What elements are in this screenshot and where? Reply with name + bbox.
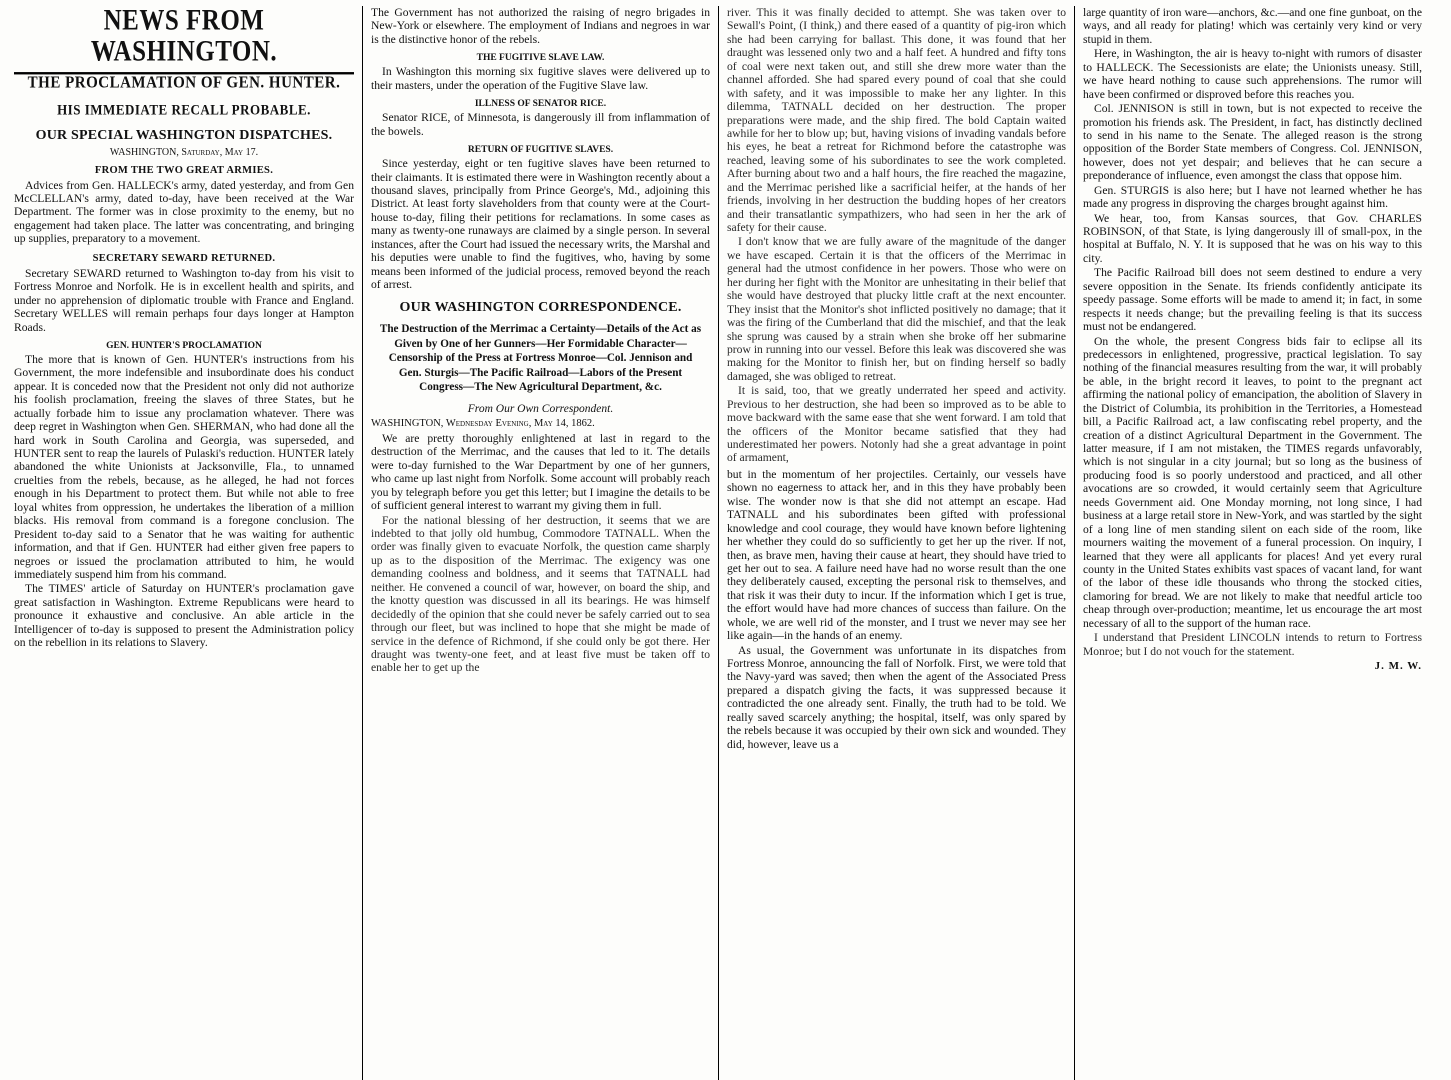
subhead-illness-senator-rice: ILLNESS OF SENATOR RICE.	[474, 99, 607, 110]
paragraph: Senator RICE, of Minnesota, is dangerously ill from inflammation of the bowels.	[371, 111, 710, 138]
paragraph: It is said, too, that we greatly underrated her speed and activity. Previous to her destruction, she had been so improved as to be able to move backward with the same ease that she went forward. I am told that the officers of the Monitor became satisfied that they had underestimated her powers. Notonly had she a great advantage in point of armament,	[727, 384, 1066, 465]
paragraph: The TIMES' article of Saturday on HUNTER's proclamation gave great satisfaction in Washington. Extreme Republicans were heard to pronounce it exhaustive and conclusive. An able article in the Intelligencer of to-day is supposed to present the Administration policy on the rebellion in its relations to Slavery.	[14, 582, 354, 650]
paragraph: Advices from Gen. HALLECK's army, dated yesterday, and from Gen McCLELLAN's army, dated to-day, have been received at the War Department. The former was in close proximity to the enemy, but no engagement had taken place. The latter was concentrating, and bringing up supplies, preparatory to a movement.	[14, 178, 354, 246]
headline-recall: HIS IMMEDIATE RECALL PROBABLE.	[57, 101, 311, 118]
paragraph: large quantity of iron ware—anchors, &c.—and one fine gunboat, on the ways, and all ready for plating! which was certainly very kind or very stupid in them.	[1083, 6, 1422, 46]
section-head-washington-correspondence: OUR WASHINGTON CORRESPONDENCE.	[399, 300, 682, 316]
from-our-own-correspondent: From Our Own Correspondent.	[467, 402, 614, 415]
paragraph: In Washington this morning six fugitive slaves were delivered up to their masters, under the operation of the Fugitive Slave law.	[371, 65, 710, 92]
column-1	[6, 6, 362, 1080]
paragraph: I understand that President LINCOLN intends to return to Fortress Monroe; but I do not vouch for the statement.	[1083, 631, 1422, 658]
column-3	[718, 6, 1074, 1080]
dateline: WASHINGTON, Saturday, May 17.	[109, 146, 259, 158]
paragraph: Gen. STURGIS is also here; but I have not learned whether he has made any progress in disproving the charges brought against him.	[1083, 183, 1422, 211]
correspondence-subhead: The Destruction of the Merrimac a Certainty—Details of the Act as Given by One of her Gunners—Her Formidable Character—Censorship of the Press at Fortress Monroe—Col. Jennison and Gen. Sturgis—The Pacific Railroad—Labors of the Present Congress—The New Agricultural Department, &c.	[379, 323, 702, 394]
paragraph: As usual, the Government was unfortunate in its dispatches from Fortress Monroe, announcing the fall of Norfolk. First, we were told that the Navy-yard was saved; then when the agent of the Associated Press prepared a dispatch giving the facts, it was suppressed because it contradicted the one already sent. Finally, the truth had to be told. We really saved scarcely anything; the hospital, itself, was only spared by the rebels because it was occupied by their own sick and wounded. They did, however, leave us a	[727, 643, 1066, 751]
subhead-hunters-proclamation: GEN. HUNTER'S PROCLAMATION	[106, 340, 262, 351]
subhead-fugitive-slave-law: THE FUGITIVE SLAVE LAW.	[476, 53, 605, 64]
paragraph: but in the momentum of her projectiles. Certainly, our vessels have shown no eagerness to attack her, and in this they have probably been wise. The wonder now is that she did not attempt an escape. Had TATNALL and his subordinates been gifted with professional knowledge and cool courage, they would have known before lightening her whether they could do so sufficiently to get her up the river. If not, then, as brave men, having their cause at heart, they should have tried to get her out to sea. A failure need have had no worse result than the one they deliberately caused, excepting the personal risk to themselves, and that risk it was their duty to incur. If the information which I get is true, the effort would have had more chances of success than failure. On the whole, we are well rid of the monster, and I trust we never may see her like again—in the hands of an enemy.	[727, 467, 1066, 643]
paragraph: Since yesterday, eight or ten fugitive slaves have been returned to their claimants. It is estimated there were in Washington recently about a thousand slaves, principally from Prince George's, Md., adjoining this District. At least forty slaveholders from that county were at the Court-house to-day, filing their petitions for reclamations. In some cases as many as twenty-one runaways are claimed by a single person. In several instances, after the Court had issued the necessary writs, the Marshal and his deputies were unable to find the fugitives, who, having by some means been informed of the judicial process, removed beyond the reach of arrest.	[371, 157, 711, 291]
column-4	[1074, 6, 1430, 1080]
paragraph: For the national blessing of her destruction, it seems that we are indebted to that jolly old humbug, Commodore TATNALL. When the order was finally given to evacuate Norfolk, the question came sharply up as to the disposition of the Merrimac. The exigency was one demanding coolness and boldness, and it seems that TATNALL had neither. He convened a council of war, however, on board the ship, and the knotty question was discussed in all its bearings. He was himself decidedly of the opinion that she could never be safely carried out to sea through our fleet, but was inclined to hope that she might be made of service in the defence of Richmond, if she could only be got there. Her draught was twenty-one feet, and at least five must be taken off to enable her to get up the	[371, 513, 710, 675]
paragraph: We hear, too, from Kansas sources, that Gov. CHARLES ROBINSON, of that State, is lying dangerously ill of small-pox, in the hospital at Buffalo, N. Y. It is supposed that he was on his way to this city.	[1083, 211, 1422, 265]
paragraph: I don't know that we are fully aware of the magnitude of the danger we have escaped. Certain it is that the officers of the Merrimac in general had the utmost confidence in her powers. Those who were on her during her fight with the Monitor are unhesitating in their belief that she would have destroyed that plucky little craft at the next encounter. They insist that the Monitor's shot inflicted positively no damage; that it was the firing of the Cumberland that did the mischief, and that the leak she sprung was caused by a strain when she broke off her submarine prow in running into our vessel. Before this leak was discovered she was making for the Monitor to finish her, but on finding herself so badly damaged, she was obliged to retreat.	[727, 235, 1066, 383]
paragraph: river. This it was finally decided to attempt. She was taken over to Sewall's Point, (I think,) and there eased of a quantity of pig-iron which she had been carrying for ballast. This done, it was found that her draught was lessened only two and a half feet. A hundred and fifty tons of coal were next taken out, and still she drew more water than the channel afforded. She had spared every pound of coal that she could with safety, and it was impossible to make her any lighter. In this dilemma, TATNALL decided on her destruction. The proper preparations were made, and the ship fired. The bold Captain waited awhile for her to blow up; but, having visions of invading vandals before his eyes, he beat a retreat for Richmond before the catastrophe was reached, leaving some of his subordinates to see the work completed. After burning about two and a half hours, the fire reached the magazine, and the Merrimac perished like a sacrificial heifer, at the hands of her friends, involving in her destruction the budding hopes of her creators and their transatlantic sympathizers, who had seen in her the ark of safety for their cause.	[727, 6, 1066, 234]
subhead-return-fugitive-slaves: RETURN OF FUGITIVE SLAVES.	[467, 145, 614, 156]
headline-proclamation: THE PROCLAMATION OF GEN. HUNTER.	[27, 73, 341, 92]
subhead-seward-returned: SECRETARY SEWARD RETURNED.	[92, 252, 276, 264]
paragraph: The Government has not authorized the raising of negro brigades in New-York or elsewhere. The employment of Indians and negroes in war is the distinctive honor of the rebels.	[371, 6, 710, 46]
paragraph: The more that is known of Gen. HUNTER's instructions from his Government, the more indefensible and insubordinate does his conduct appear. It is conceded now that the President not only did not authorize his foolish proclamation, freeing the slaves of three States, but he actually forbade him to issue any proclamation whatever. There was deep regret in Washington when Gen. SHERMAN, who had done all the hard work in South Carolina and Georgia, was superseded, and HUNTER sent to reap the laurels of Pulaski's reduction. HUNTER lately abandoned the white Unionists at Jacksonville, Fla., to unnamed cruelties from the rebels, because, as he alleged, he had not forces enough in his Department to protect them. But while not able to free loyal whites from oppression, he undertakes the liberation of a million blacks. His removal from command is a foregone conclusion. The President to-day said to a Senator that he was waiting for authentic information, and that if Gen. HUNTER had either given free papers to negroes or issued the proclamation attributed to him, he would immediately suspend him from his command.	[14, 352, 354, 581]
paragraph: Col. JENNISON is still in town, but is not expected to receive the promotion his friends ask. The President, in fact, has distinctly declined to send in his name to the Senate. The alleged reason is the strong opposition of the Border State members of Congress. Col. JENNISON, however, does not yet despair; and believes that he can secure a preponderance of influence, even amongst the class that oppose him.	[1083, 102, 1422, 183]
subhead-two-great-armies: FROM THE TWO GREAT ARMIES.	[94, 164, 274, 176]
column-2	[362, 6, 718, 1080]
headline-dispatches: OUR SPECIAL WASHINGTON DISPATCHES.	[35, 127, 333, 143]
masthead-title: NEWS FROM WASHINGTON.	[14, 6, 354, 74]
paragraph: The Pacific Railroad bill does not seem destined to endure a very severe opposition in the Senate. Its friends confidently anticipate its speedy passage. Some efforts will be made to amend it; in fact, in some respects it needs change; but the prevailing feeling is that its success must not be endangered.	[1083, 266, 1422, 334]
correspondent-signoff: J. M. W.	[1374, 660, 1422, 672]
paragraph: Secretary SEWARD returned to Washington to-day from his visit to Fortress Monroe and Norfolk. He is in excellent health and spirits, and under no apprehension of diplomatic trouble with France and England. Secretary WELLES will remain perhaps four days longer at Hampton Roads.	[14, 266, 354, 334]
paragraph: Here, in Washington, the air is heavy to-night with rumors of disaster to HALLECK. The Secessionists are elate; the Unionists uneasy. Still, we have heard nothing to cause such apprehensions. The rumor will have been confirmed or disproved before this reaches you.	[1083, 47, 1422, 101]
paragraph: On the whole, the present Congress bids fair to eclipse all its predecessors in enlightened, progressive, practical legislation. To say nothing of the financial measures resulting from the war, it will probably be able, in the bright record it leaves, to point to the pregnant act affirming the national policy of emancipation, the abolition of Slavery in the District of Columbia, its prohibition in the Territories, a Homestead bill, a Pacific Railroad act, a law confiscating rebel property, and the creation of a distinct Agricultural Department in the Government. The latter measure, if I am not mistaken, the TIMES regards unfavorably, which is not singular in a city journal; but so long as the business of producing food is so poorly understood and practiced, and all other avocations are so crowded, it would certainly seem that Agriculture needs Government aid. One Monday morning, not long since, I had business at a large retail store in New-York, and was startled by the sight of a long line of men standing silent on each side of the room, like mourners waiting the movement of a funeral procession. On inquiry, I learned that they were all applicants for places! And yet every rural county in the United States exhibits vast spaces of vacant land, for want of the labor of these idle thousands who throng the stocked cities, clamoring for bread. We are not likely to make that needful article too cheap through over-production; meantime, let us encourage the art most necessary of all to the support of the human race.	[1083, 334, 1422, 630]
paragraph: We are pretty thoroughly enlightened at last in regard to the destruction of the Merrimac, and the causes that led to it. The details were to-day furnished to the War Department by one of her gunners, who came up last night from Norfolk. Some account will probably reach you by telegraph before you get this letter; but I imagine the details to be of sufficient general interest to warrant my giving them in full.	[371, 431, 710, 513]
correspondence-dateline: WASHINGTON, Wednesday Evening, May 14, 1862.	[371, 417, 595, 429]
